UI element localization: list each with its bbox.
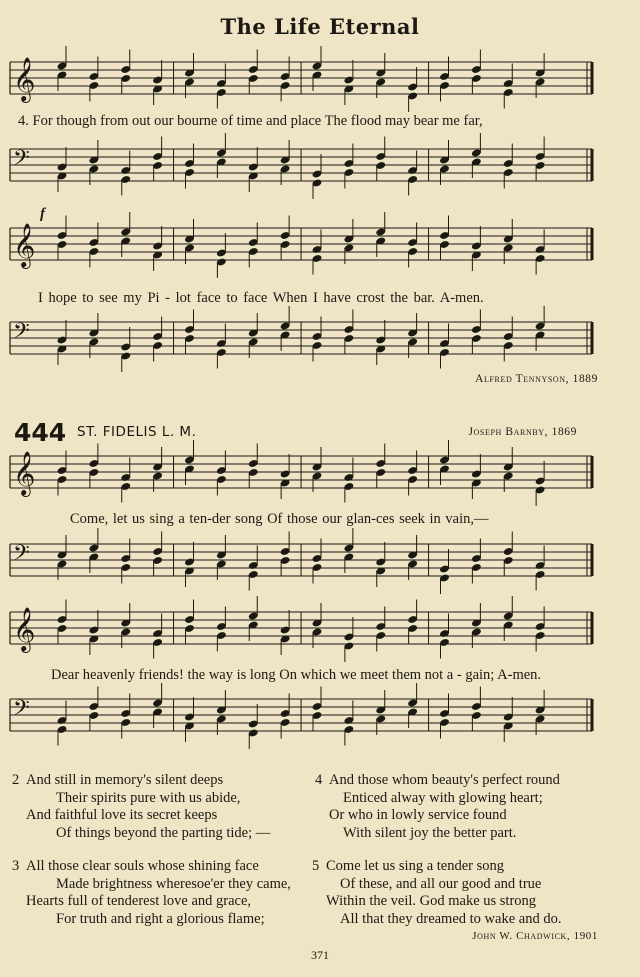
verse-line: Come let us sing a tender song — [326, 858, 505, 874]
verse-line: Hearts full of tenderest love and grace, — [26, 893, 252, 909]
verse-3 — [12, 858, 291, 928]
dynamic-forte: f — [40, 206, 45, 222]
verse-2 — [12, 772, 271, 842]
verse-number: 2 — [12, 772, 20, 788]
verse-line: Of things beyond the parting tide; — — [56, 824, 271, 841]
lyric-line-top-1: 4. For though from out our bourne of time and place The flood may bear me far, — [18, 113, 483, 129]
verse-line: And still in memory's silent deeps — [26, 772, 224, 788]
staff-system-1-bass — [10, 145, 600, 189]
hymn-number: 444 — [14, 418, 67, 447]
staff-system-4-bass — [10, 695, 600, 739]
svg-text:𝄞: 𝄞 — [13, 607, 36, 651]
verse-number: 5 — [312, 858, 320, 874]
verse-number: 3 — [12, 858, 20, 874]
staff-system-2-treble — [10, 224, 600, 268]
staff-system-1-treble — [10, 58, 600, 102]
verse-line: Within the veil. God make us strong — [326, 893, 537, 909]
lyric-line-444-2: Dear heavenly friends! the way is long On which we meet them not a - gain; A-men. — [51, 667, 542, 683]
svg-text:𝄢: 𝄢 — [13, 541, 30, 571]
verse-line: With silent joy the better part. — [343, 824, 517, 841]
staff-system-2-bass — [10, 318, 600, 362]
verse-line: For truth and right a glorious flame; — [56, 910, 265, 927]
verse-5 — [312, 858, 562, 928]
verse-line: Or who in lowly service found — [329, 807, 507, 823]
verse-line: Enticed alway with glowing heart; — [343, 789, 543, 806]
svg-text:𝄢: 𝄢 — [13, 146, 30, 176]
svg-text:𝄢: 𝄢 — [13, 319, 30, 349]
verse-line: All those clear souls whose shining face — [26, 858, 259, 874]
svg-text:𝄞: 𝄞 — [13, 451, 36, 495]
verse-line: All that they dreamed to wake and do. — [340, 910, 562, 927]
staff-system-3-treble — [10, 452, 600, 496]
svg-text:𝄢: 𝄢 — [13, 696, 30, 726]
verse-line: And faithful love its secret keeps — [26, 807, 218, 823]
page-number: 371 — [311, 948, 329, 962]
verse-number: 4 — [315, 772, 323, 788]
svg-text:𝄞: 𝄞 — [13, 223, 36, 267]
composer-credit: Joseph Barnby, 1869 — [468, 426, 577, 438]
verse-line: And those whom beauty's perfect round — [329, 772, 560, 788]
svg-text:𝄞: 𝄞 — [13, 57, 36, 101]
verse-line: Their spirits pure with us abide, — [56, 789, 241, 806]
author-credit-tennyson: Alfred Tennyson, 1889 — [475, 373, 598, 385]
page-title: The Life Eternal — [220, 14, 420, 39]
author-credit-chadwick: John W. Chadwick, 1901 — [472, 930, 598, 942]
tune-name: ST. FIDELIS L. M. — [77, 424, 197, 440]
lyric-line-444-1: Come, let us sing a ten-der song Of those our glan-ces seek in vain,— — [70, 511, 489, 527]
verse-line: Made brightness wheresoe'er they came, — [56, 875, 291, 892]
verse-4 — [315, 772, 560, 842]
staff-system-4-treble — [10, 608, 600, 652]
lyric-line-top-2: I hope to see my Pi - lot face to face When I have crost the bar. A-men. — [38, 290, 484, 306]
verse-line: Of these, and all our good and true — [340, 875, 542, 892]
staff-system-3-bass — [10, 540, 600, 584]
